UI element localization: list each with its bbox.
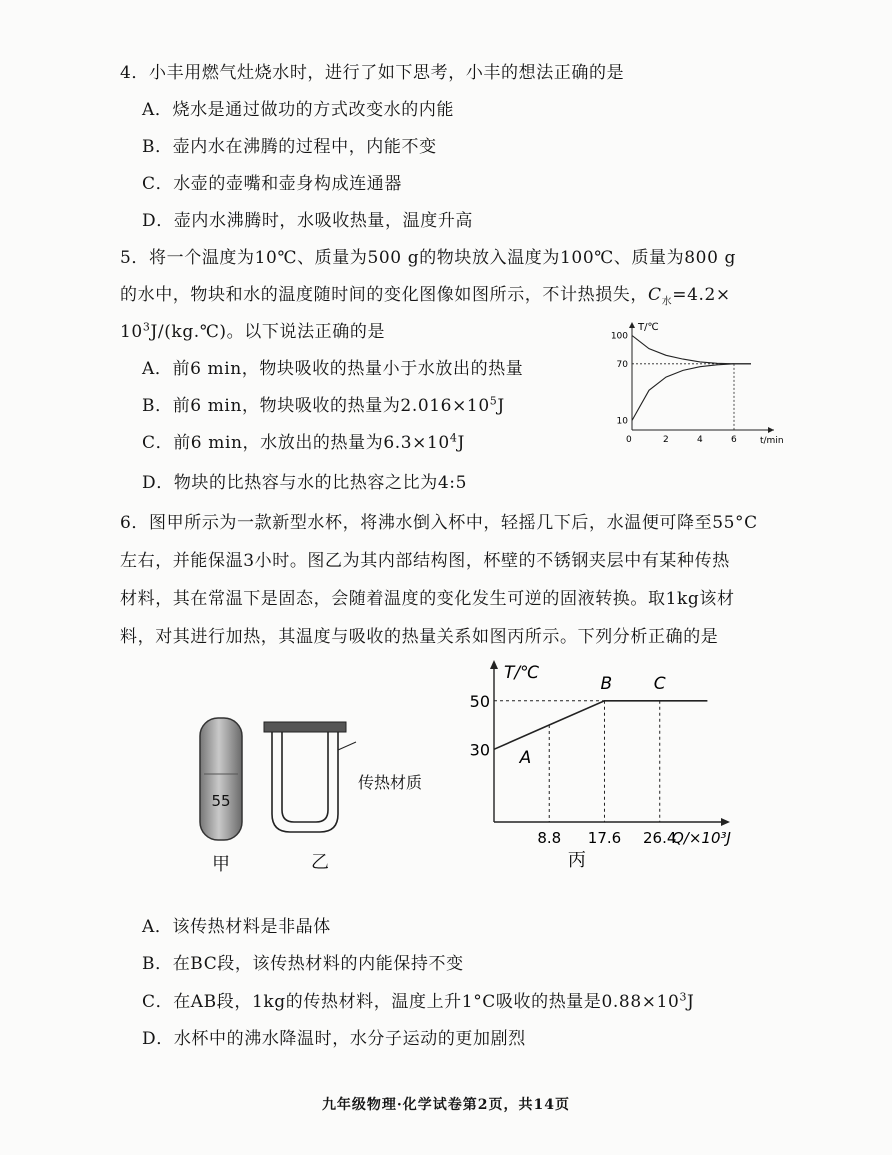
q6-option-c-exp: 3 xyxy=(679,990,688,1004)
x-axis-arrow xyxy=(768,427,774,433)
x-tick-label: 6 xyxy=(731,435,737,445)
q5-option-c xyxy=(142,432,465,454)
callout-line xyxy=(338,742,356,750)
q6-option-d: D．水杯中的沸水降温时，水分子运动的更加剧烈 xyxy=(142,1029,526,1049)
q4-option-c: C．水壶的壶嘴和壶身构成连通器 xyxy=(142,174,403,194)
y-tick-label: 70 xyxy=(616,359,628,370)
q4-stem: 4．小丰用燃气灶烧水时，进行了如下思考，小丰的想法正确的是 xyxy=(120,63,625,83)
q5-unit-rest: J/(kg.℃)。以下说法正确的是 xyxy=(150,322,386,342)
x-tick-label: 0 xyxy=(626,435,632,445)
q5-option-a: A．前6 min，物块吸收的热量小于水放出的热量 xyxy=(142,359,524,379)
x-axis-arrow xyxy=(721,818,730,826)
q6-option-c xyxy=(142,991,694,1013)
x-tick-label: 8.8 xyxy=(537,829,562,847)
cup-lid xyxy=(264,722,346,732)
q6-option-c-text: C．在AB段，1kg的传热材料，温度上升1°C吸收的热量是0.88×10 xyxy=(142,992,680,1012)
c-value: =4.2× xyxy=(672,285,731,305)
x-tick-label: 26.4 xyxy=(643,829,677,847)
y-axis-arrow xyxy=(490,660,498,669)
y-tick-label: 30 xyxy=(469,740,490,760)
q5-stem-text: 的水中，物块和水的温度随时间的变化图像如图所示，不计热损失， xyxy=(120,285,648,305)
q5-stem-line2 xyxy=(120,284,731,306)
q6-stem-line3: 材料，其在常温下是固态，会随着温度的变化发生可逆的固液转换。取1kg该材 xyxy=(120,589,735,609)
series-line-0 xyxy=(632,336,751,364)
q5-option-b-text: B．前6 min，物块吸收的热量为2.016×10 xyxy=(142,396,490,416)
q6-option-c-unit: J xyxy=(687,992,695,1012)
series-line-1 xyxy=(632,364,751,421)
q5-option-b-unit: J xyxy=(497,396,505,416)
figure-label-jia: 甲 xyxy=(212,854,230,875)
q6-option-a: A．该传热材料是非晶体 xyxy=(142,917,331,937)
q5-stem-line3 xyxy=(120,321,385,343)
page-footer: 九年级物理·化学试卷第2页，共14页 xyxy=(321,1097,571,1113)
q4-option-b: B．壶内水在沸腾的过程中，内能不变 xyxy=(142,137,437,157)
y-axis-label: T/℃ xyxy=(504,663,540,683)
q5-option-d: D．物块的比热容与水的比热容之比为4:5 xyxy=(142,473,467,493)
x-axis-label: t/min xyxy=(760,436,784,446)
x-tick-label: 2 xyxy=(663,435,669,445)
y-tick-label: 50 xyxy=(469,691,490,711)
q5-stem-line1: 5．将一个温度为10℃、质量为500 g的物块放入温度为100℃、质量为800 g xyxy=(120,248,736,268)
y-tick-label: 10 xyxy=(616,416,628,427)
x-tick-label: 17.6 xyxy=(587,829,622,847)
cup-temperature-display: 55 xyxy=(211,792,231,810)
figure-label-yi: 乙 xyxy=(311,852,329,873)
q5-option-c-text: C．前6 min，水放出的热量为6.3×10 xyxy=(142,433,450,453)
heat-temperature-chart xyxy=(456,656,748,878)
cup-figure xyxy=(190,712,256,882)
x-axis-label: Q/×10³J xyxy=(672,829,731,847)
figure-label-bing: 丙 xyxy=(567,850,586,871)
q5-unit-exp: 3 xyxy=(142,320,151,334)
y-axis-arrow xyxy=(629,322,635,328)
q6-stem-line2: 左右，并能保温3小时。图乙为其内部结构图，杯壁的不锈钢夹层中有某种传热 xyxy=(120,551,730,571)
heat-material-callout: 传热材质 xyxy=(358,773,423,792)
q5-unit-base: 10 xyxy=(120,322,143,342)
point-label-b: B xyxy=(600,673,613,694)
q5-option-b xyxy=(142,395,505,417)
temperature-time-chart xyxy=(598,318,784,450)
q4-option-a: A．烧水是通过做功的方式改变水的内能 xyxy=(142,100,455,120)
q5-option-c-exp: 4 xyxy=(449,431,458,445)
cup-structure-figure xyxy=(260,716,446,882)
x-tick-label: 4 xyxy=(697,435,703,445)
heating-curve xyxy=(494,701,707,750)
q5-option-c-unit: J xyxy=(457,433,465,453)
c-symbol: C xyxy=(648,285,662,305)
y-tick-label: 100 xyxy=(610,331,628,342)
point-label-c: C xyxy=(653,673,666,694)
q4-option-d: D．壶内水沸腾时，水吸收热量，温度升高 xyxy=(142,211,474,231)
point-label-a: A xyxy=(519,748,532,769)
c-subscript: 水 xyxy=(661,296,673,308)
q6-stem-line1: 6．图甲所示为一款新型水杯，将沸水倒入杯中，轻摇几下后，水温便可降至55°C xyxy=(120,513,758,533)
y-axis-label: T/℃ xyxy=(638,322,659,333)
q5-option-b-exp: 5 xyxy=(489,394,498,408)
inner-wall xyxy=(282,732,328,822)
q6-option-b: B．在BC段，该传热材料的内能保持不变 xyxy=(142,954,464,974)
cup-body xyxy=(200,718,242,840)
q6-stem-line4: 料，对其进行加热，其温度与吸收的热量关系如图丙所示。下列分析正确的是 xyxy=(120,627,719,647)
